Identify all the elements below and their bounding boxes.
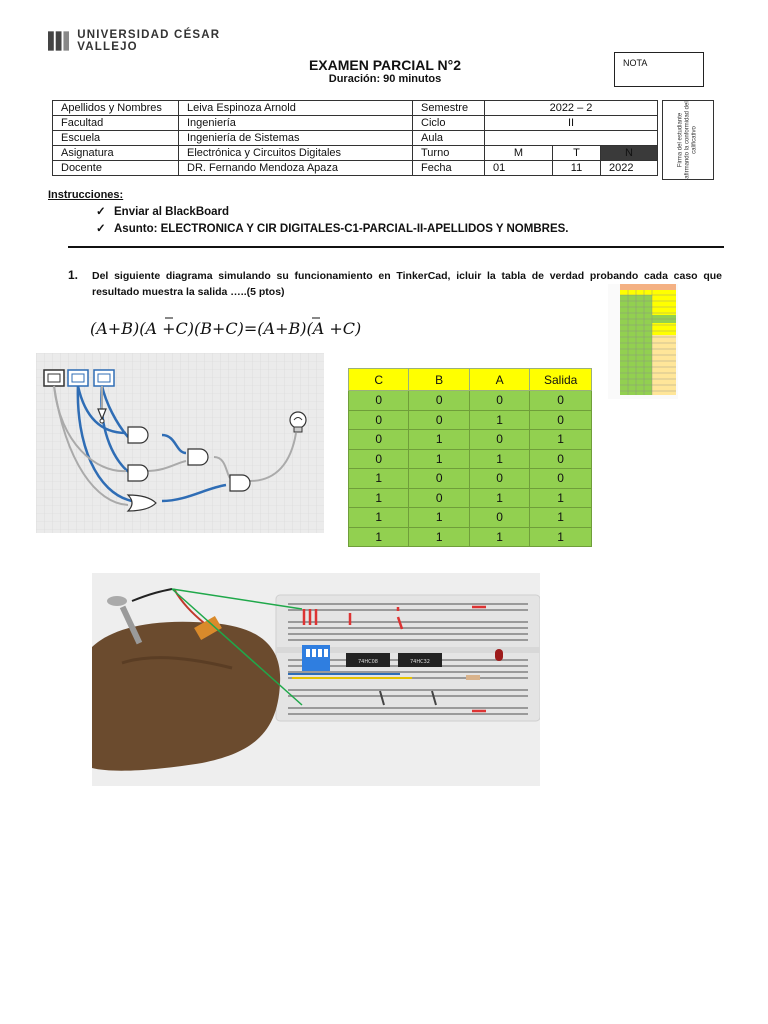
info-label: Aula <box>413 131 485 146</box>
truth-table-container <box>348 360 592 544</box>
column-header: C <box>349 369 409 391</box>
cell: 0 <box>530 449 592 469</box>
cell: 0 <box>409 469 469 489</box>
student-info-table <box>52 100 658 176</box>
table-row <box>349 410 592 430</box>
boolean-formula <box>90 314 390 342</box>
cell: 1 <box>349 508 409 528</box>
column-header: A <box>469 369 529 391</box>
cell: 0 <box>349 391 409 411</box>
university-emblem-icon <box>48 29 69 53</box>
cell: 1 <box>469 410 529 430</box>
cell: 0 <box>349 430 409 450</box>
turno-n: N <box>601 146 658 161</box>
cell: 1 <box>469 488 529 508</box>
university-logo <box>48 28 278 54</box>
table-row <box>349 488 592 508</box>
cell: 1 <box>349 469 409 489</box>
instruction-text: Asunto: ELECTRONICA Y CIR DIGITALES-C1-PARCIAL-II-APELLIDOS Y NOMBRES. <box>114 223 569 235</box>
info-value: II <box>485 116 658 131</box>
instruction-text: Enviar al BlackBoard <box>114 206 230 218</box>
input-switches <box>44 370 114 386</box>
cell: 1 <box>530 527 592 547</box>
checkmark-icon: ✓ <box>96 206 106 218</box>
info-label: Escuela <box>53 131 179 146</box>
info-value <box>485 131 658 146</box>
exam-duration: Duración: 90 minutos <box>328 73 442 85</box>
chip-74hc32-label: 74HC32 <box>410 659 430 665</box>
info-value: Ingeniería <box>179 116 413 131</box>
info-label: Ciclo <box>413 116 485 131</box>
cell: 0 <box>469 469 529 489</box>
instructions-label: Instrucciones: <box>48 189 124 201</box>
turno-m: M <box>485 146 553 161</box>
table-row <box>349 508 592 528</box>
info-value: 2022 – 2 <box>485 101 658 116</box>
logic-circuit-diagram <box>36 353 324 533</box>
cell: 1 <box>530 430 592 450</box>
cell: 0 <box>469 430 529 450</box>
table-row <box>349 430 592 450</box>
breadboard-photo <box>92 573 540 786</box>
cell: 1 <box>409 430 469 450</box>
info-label: Apellidos y Nombres <box>53 101 179 116</box>
instruction-item <box>96 221 568 235</box>
cell: 1 <box>469 449 529 469</box>
nota-label: NOTA <box>623 58 648 68</box>
divider <box>68 246 724 248</box>
info-value: Ingeniería de Sistemas <box>179 131 413 146</box>
info-row <box>53 101 658 116</box>
excel-thumbnail <box>608 284 678 399</box>
instruction-item <box>96 204 229 218</box>
table-row <box>349 527 592 547</box>
info-label: Asignatura <box>53 146 179 161</box>
table-row <box>349 391 592 411</box>
exam-title: EXAMEN PARCIAL N°2 <box>308 57 462 73</box>
info-row <box>53 161 658 176</box>
column-header: Salida <box>530 369 592 391</box>
fecha-month: 11 <box>553 161 601 176</box>
cell: 0 <box>469 391 529 411</box>
cell: 1 <box>349 488 409 508</box>
info-label: Facultad <box>53 116 179 131</box>
svg-text:(A+B)(A +C)(B+C)=(A+B)(A +C): (A+B)(A +C)(B+C)=(A+B)(A +C) <box>90 319 362 338</box>
cell: 1 <box>349 527 409 547</box>
fecha-year: 2022 <box>601 161 658 176</box>
university-name: UNIVERSIDAD CÉSAR VALLEJO <box>77 29 221 53</box>
info-row <box>53 131 658 146</box>
cell: 1 <box>469 527 529 547</box>
info-label: Docente <box>53 161 179 176</box>
truth-table <box>348 368 592 547</box>
cell: 1 <box>530 488 592 508</box>
signature-caption: Firma del estudiante afirmando la conformidad del calificativo <box>677 101 698 179</box>
cell: 0 <box>530 391 592 411</box>
cell: 1 <box>409 508 469 528</box>
turno-t: T <box>553 146 601 161</box>
cell: 0 <box>530 410 592 430</box>
table-row <box>349 449 592 469</box>
led <box>495 649 503 661</box>
fecha-day: 01 <box>485 161 553 176</box>
nota-box <box>614 52 704 87</box>
table-row <box>349 469 592 489</box>
cell: 1 <box>409 527 469 547</box>
cell: 0 <box>349 410 409 430</box>
info-value: Leiva Espinoza Arnold <box>179 101 413 116</box>
info-label: Turno <box>413 146 485 161</box>
cell: 0 <box>349 449 409 469</box>
info-row <box>53 146 658 161</box>
dip-switch <box>302 645 330 671</box>
cell: 1 <box>530 508 592 528</box>
signature-box <box>662 100 714 180</box>
checkmark-icon: ✓ <box>96 223 106 235</box>
column-header: B <box>409 369 469 391</box>
info-value: Electrónica y Circuitos Digitales <box>179 146 413 161</box>
cell: 0 <box>409 488 469 508</box>
info-value: DR. Fernando Mendoza Apaza <box>179 161 413 176</box>
info-label: Semestre <box>413 101 485 116</box>
question-number: 1. <box>68 268 79 282</box>
cell: 1 <box>409 449 469 469</box>
cell: 0 <box>409 391 469 411</box>
cell: 0 <box>469 508 529 528</box>
table-header-row <box>349 369 592 391</box>
cell: 0 <box>530 469 592 489</box>
cell: 0 <box>409 410 469 430</box>
info-row <box>53 116 658 131</box>
info-label: Fecha <box>413 161 485 176</box>
chip-74hc08-label: 74HC08 <box>358 659 378 665</box>
question-text: Del siguiente diagrama simulando su funcionamiento en TinkerCad, icluir la tabla de verdad probando cada caso que resultado muestra la salida …..(5 ptos) <box>92 270 722 298</box>
